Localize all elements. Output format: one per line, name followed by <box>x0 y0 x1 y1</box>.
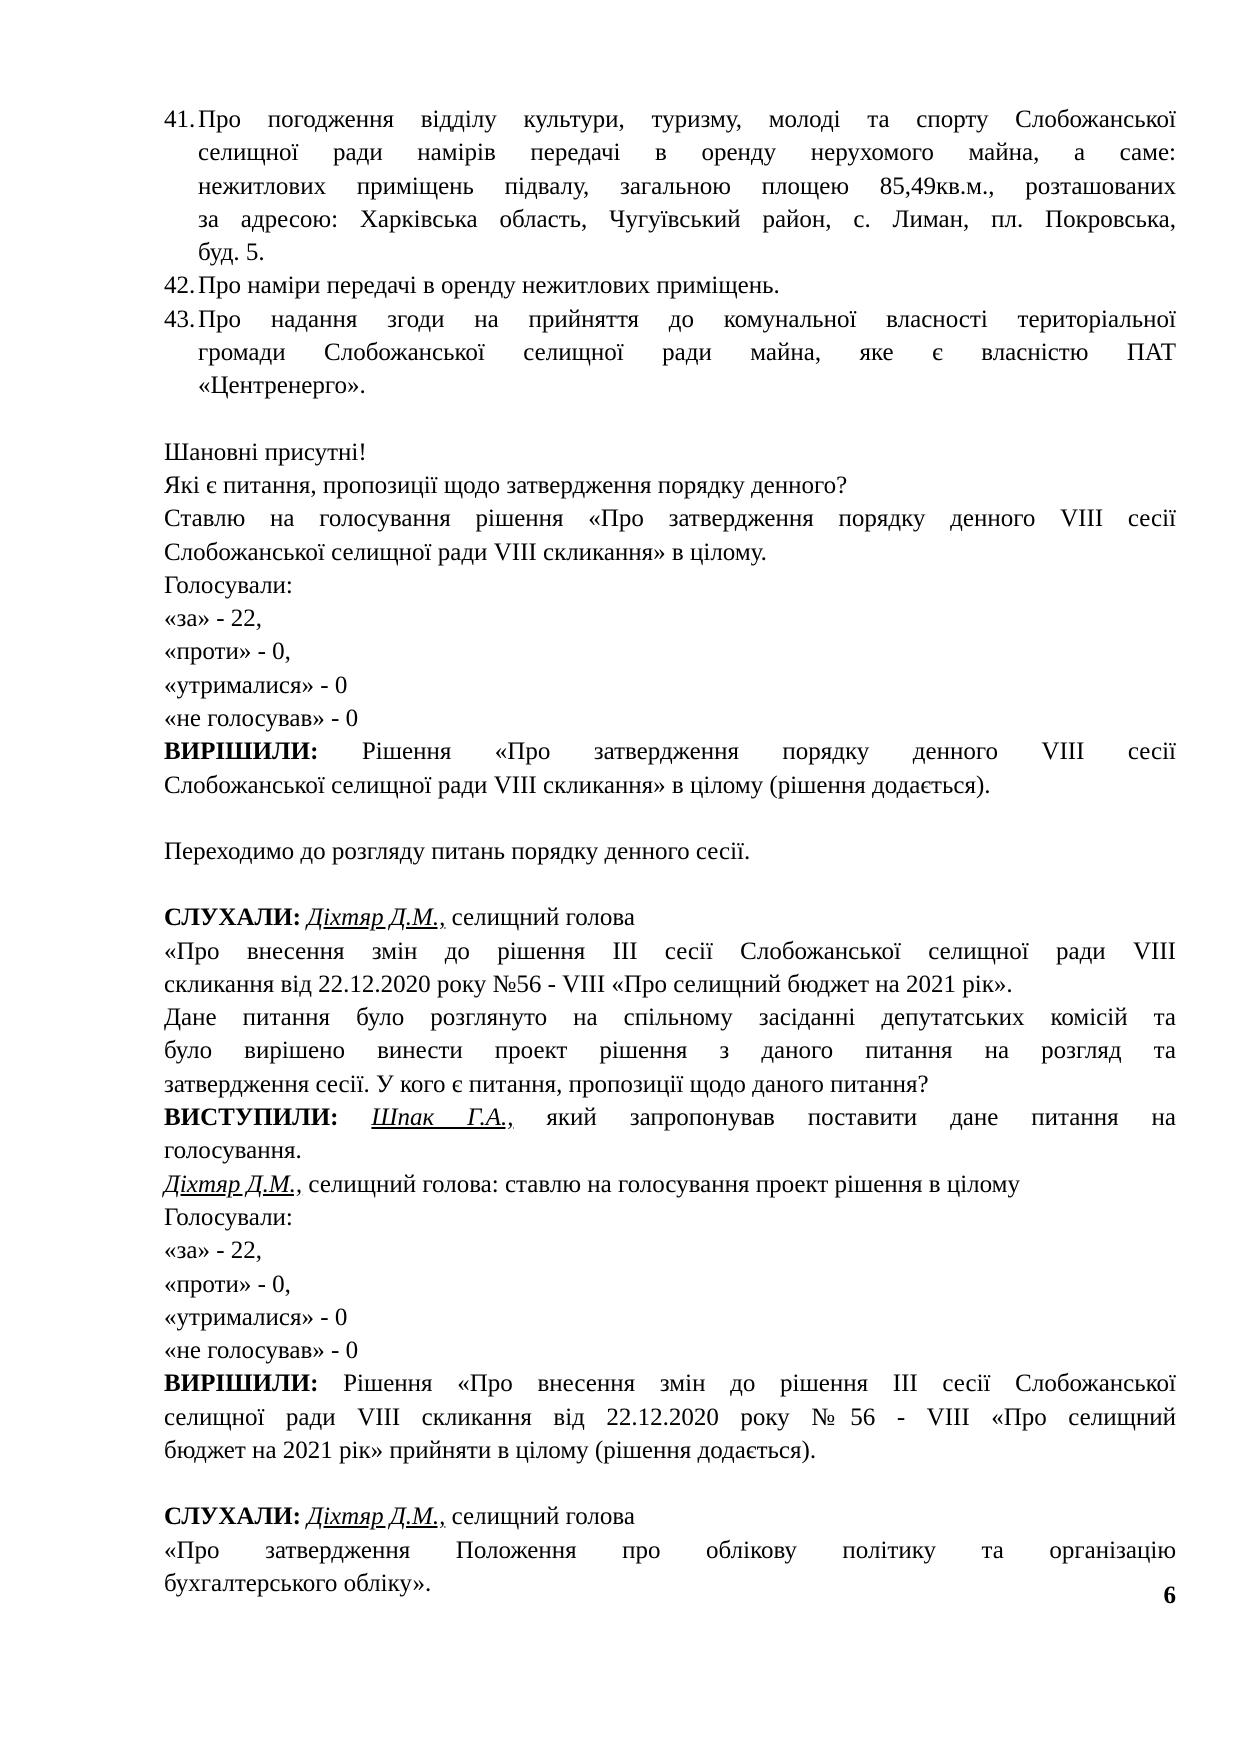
item-number: 43. <box>164 305 196 333</box>
greeting: Шановні присутні! <box>164 438 367 466</box>
spoke-line: голосування. <box>164 1137 302 1165</box>
spoke-line: ВИСТУПИЛИ: Шпак Г.А., який запропонував поставити дане питання на <box>164 1104 1177 1132</box>
item-line: селищної ради намірів передачі в оренду нерухомого майна, а саме: <box>198 139 1176 167</box>
item-number: 42. <box>164 272 196 300</box>
heard-line: СЛУХАЛИ: Діхтяр Д.М., селищний голова <box>164 1503 635 1531</box>
spoke-label: ВИСТУПИЛИ: <box>164 1104 339 1132</box>
document-page <box>164 103 1176 1600</box>
topic-line: «Про внесення змін до рішення ІІІ сесії Слобожанської селищної ради VIII <box>164 937 1176 965</box>
vote-not-voted: «не голосував» - 0 <box>164 705 359 733</box>
topic-line: «Про затвердження Положення про облікову політику та організацію <box>164 1536 1176 1564</box>
item-line: Про надання згоди на прийняття до комунальної власності територіальної <box>198 305 1176 333</box>
vote-call-line: Ставлю на голосування рішення «Про затвердження порядку денного VIII сесії <box>164 505 1176 533</box>
topic-line: скликання від 22.12.2020 року №56 - VIII «Про селищний бюджет на 2021 рік». <box>164 970 1013 998</box>
decision-line: селищної ради VIII скликання від 22.12.2020 року №56 - VIII «Про селищний <box>164 1403 1176 1431</box>
decision-line: бюджет на 2021 рік» прийняти в цілому (рішення додається). <box>164 1436 817 1464</box>
vote-call-line: Слобожанської селищної ради VIII скликання» в цілому. <box>164 538 767 566</box>
agenda-item-41 <box>164 103 1176 269</box>
agenda-item-43 <box>164 303 1176 403</box>
agenda-item-42 <box>164 269 1176 302</box>
item-line: Про наміри передачі в оренду нежитлових приміщень. <box>198 272 780 300</box>
decision-line: ВИРІШИЛИ: Рішення «Про затвердження порядку денного VIII сесії <box>164 738 1176 766</box>
item-line: буд. 5. <box>198 239 265 267</box>
item-line: за адресою: Харківська область, Чугуївський район, с. Лиман, пл. Покровська, <box>198 205 1176 233</box>
paragraph-line: було вирішено винести проект рішення з даного питання на розгляд та <box>164 1037 1176 1065</box>
chair-line: Діхтяр Д.М., селищний голова: ставлю на голосування проект рішення в цілому <box>164 1170 1020 1198</box>
heard-label: СЛУХАЛИ: <box>164 904 301 932</box>
vote-against: «проти» - 0, <box>164 638 291 666</box>
page-number: 6 <box>1163 1582 1176 1609</box>
decision-line: Слобожанської селищної ради VIII скликання» в цілому (рішення додається). <box>164 771 991 799</box>
speaker-name: Діхтяр Д.М., <box>307 1503 446 1531</box>
vote-against: «проти» - 0, <box>164 1270 291 1298</box>
vote-not-voted: «не голосував» - 0 <box>164 1337 359 1365</box>
vote-abstained: «утрималися» - 0 <box>164 671 348 699</box>
decided-label: ВИРІШИЛИ: <box>164 738 319 766</box>
item-line: громади Слобожанської селищної ради майна, яке є власністю ПАТ <box>198 339 1176 367</box>
speaker-name: Діхтяр Д.М., <box>307 904 446 932</box>
vote-for: «за» - 22, <box>164 605 263 633</box>
spoke-person: Шпак Г.А., <box>371 1104 514 1132</box>
voted-label: Голосували: <box>164 1203 293 1231</box>
transition-text: Переходимо до розгляду питань порядку денного сесії. <box>164 837 751 865</box>
heard-line: СЛУХАЛИ: Діхтяр Д.М., селищний голова <box>164 904 635 932</box>
question: Які є питання, пропозиції щодо затвердження порядку денного? <box>164 471 848 499</box>
paragraph-line: Дане питання було розглянуто на спільному засіданні депутатських комісій та <box>164 1004 1176 1032</box>
item-line: Про погодження відділу культури, туризму, молоді та спорту Слобожанської <box>198 106 1176 133</box>
vote-abstained: «утрималися» - 0 <box>164 1303 348 1331</box>
chair-name: Діхтяр Д.М., <box>164 1170 303 1198</box>
topic-line: бухгалтерського обліку». <box>164 1569 432 1597</box>
heard-label: СЛУХАЛИ: <box>164 1503 301 1531</box>
item-number: 41. <box>164 106 196 133</box>
decided-label: ВИРІШИЛИ: <box>164 1370 319 1398</box>
paragraph-line: затвердження сесії. У кого є питання, пропозиції щодо даного питання? <box>164 1070 929 1098</box>
decision-line: ВИРІШИЛИ: Рішення «Про внесення змін до рішення ІІІ сесії Слобожанської <box>164 1370 1176 1398</box>
item-line: «Центренерго». <box>198 372 366 400</box>
item-line: нежитлових приміщень підвалу, загальною площею 85,49кв.м., розташованих <box>198 172 1176 200</box>
voted-label: Голосували: <box>164 571 293 599</box>
vote-for: «за» - 22, <box>164 1237 263 1265</box>
